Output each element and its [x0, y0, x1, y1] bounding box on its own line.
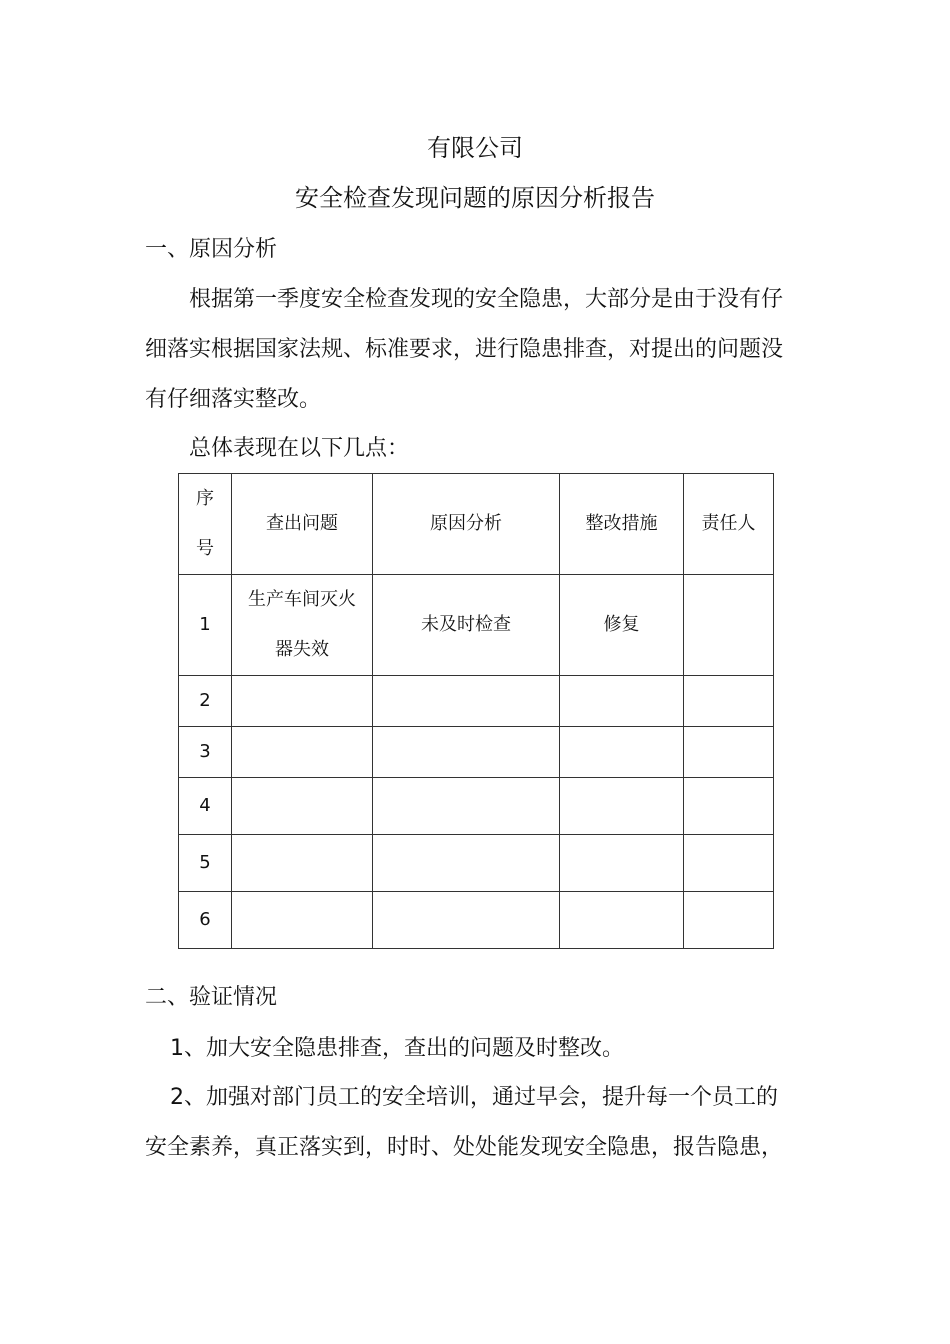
cell-owner — [684, 892, 774, 949]
cell-measure: 修复 — [560, 575, 684, 676]
cell-seq: 1 — [179, 575, 232, 676]
cell-issue-line1: 生产车间灭火 — [248, 589, 356, 610]
cell-seq: 2 — [179, 676, 232, 727]
cell-issue — [232, 727, 373, 778]
table-row — [179, 835, 774, 892]
cell-measure — [560, 727, 684, 778]
section1-heading: 一、原因分析 — [145, 237, 278, 262]
cell-cause: 未及时检查 — [373, 575, 560, 676]
paragraph-line-3: 有仔细落实整改。 — [145, 387, 322, 412]
table-row — [179, 727, 774, 778]
table-row — [179, 676, 774, 727]
header-seq-line2: 号 — [196, 538, 214, 559]
cell-issue-line2: 器失效 — [275, 639, 329, 660]
cell-seq: 3 — [179, 727, 232, 778]
header-issue: 查出问题 — [232, 474, 373, 575]
cell-seq: 5 — [179, 835, 232, 892]
cell-owner — [684, 676, 774, 727]
cell-seq: 4 — [179, 778, 232, 835]
header-seq — [179, 474, 232, 575]
cell-cause — [373, 676, 560, 727]
table-row — [179, 778, 774, 835]
cell-measure — [560, 778, 684, 835]
cell-owner — [684, 778, 774, 835]
header-owner: 责任人 — [684, 474, 774, 575]
header-measure: 整改措施 — [560, 474, 684, 575]
cell-measure — [560, 892, 684, 949]
cell-cause — [373, 727, 560, 778]
cell-owner — [684, 575, 774, 676]
cell-cause — [373, 835, 560, 892]
cell-cause — [373, 778, 560, 835]
cell-issue — [232, 575, 373, 676]
verify-item-1: 1、加大安全隐患排查，查出的问题及时整改。 — [170, 1036, 624, 1061]
cell-owner — [684, 835, 774, 892]
header-seq-line1: 序 — [196, 488, 214, 509]
cell-owner — [684, 727, 774, 778]
company-name: 有限公司 — [427, 134, 523, 162]
cell-issue — [232, 676, 373, 727]
paragraph-line-1: 根据第一季度安全检查发现的安全隐患，大部分是由于没有仔 — [189, 287, 784, 312]
table-row — [179, 575, 774, 676]
cell-issue — [232, 835, 373, 892]
issues-table — [178, 473, 774, 949]
paragraph-line-2: 细落实根据国家法规、标准要求，进行隐患排查，对提出的问题没 — [145, 337, 784, 362]
table-row — [179, 892, 774, 949]
cell-seq: 6 — [179, 892, 232, 949]
cell-measure — [560, 676, 684, 727]
header-cause: 原因分析 — [373, 474, 560, 575]
table-header-row — [179, 474, 774, 575]
cell-issue — [232, 778, 373, 835]
cell-issue — [232, 892, 373, 949]
verify-item-2-line2: 安全素养，真正落实到，时时、处处能发现安全隐患，报告隐患， — [145, 1135, 784, 1160]
verify-item-2-line1: 2、加强对部门员工的安全培训，通过早会，提升每一个员工的 — [170, 1085, 778, 1110]
cell-cause — [373, 892, 560, 949]
section2-heading: 二、验证情况 — [145, 985, 278, 1010]
cell-measure — [560, 835, 684, 892]
report-title: 安全检查发现问题的原因分析报告 — [295, 184, 655, 212]
summary-line: 总体表现在以下几点： — [189, 436, 410, 461]
